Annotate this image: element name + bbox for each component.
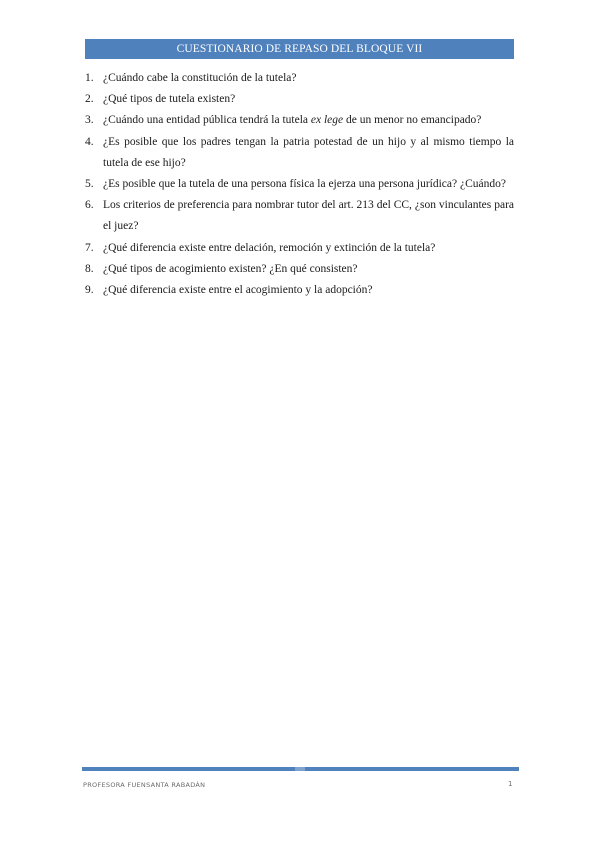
question-text-part: de un menor no emancipado? <box>343 114 482 127</box>
question-item <box>85 238 514 259</box>
question-list <box>85 68 514 301</box>
question-number: 8. <box>85 262 94 275</box>
question-text: ¿Qué tipos de tutela existen? <box>103 93 236 106</box>
question-number: 3. <box>85 114 94 127</box>
question-text: ¿Es posible que la tutela de una persona física la ejerza una persona jurídica? ¿Cuándo? <box>103 178 506 191</box>
question-number: 1. <box>85 72 94 84</box>
question-text: ¿Qué diferencia existe entre el acogimiento y la adopción? <box>103 284 373 297</box>
question-item <box>85 89 514 110</box>
question-number: 9. <box>85 284 94 297</box>
question-item <box>85 174 514 195</box>
page-number: 1 <box>508 780 513 788</box>
question-item <box>85 110 514 131</box>
header-band <box>85 39 514 59</box>
question-item <box>85 68 514 89</box>
question-number: 6. <box>85 199 94 212</box>
question-number: 5. <box>85 178 94 191</box>
question-text: Los criterios de preferencia para nombrar tutor del art. 213 del CC, ¿son vinculantes para el juez? <box>103 199 514 233</box>
question-number: 7. <box>85 241 94 254</box>
page-title: CUESTIONARIO DE REPASO DEL BLOQUE VII <box>176 43 423 55</box>
latin-term: ex lege <box>310 114 344 127</box>
question-text <box>103 110 514 131</box>
question-number: 4. <box>85 135 94 148</box>
question-text-part: ¿Cuándo una entidad pública tendrá la tutela <box>103 114 311 127</box>
question-item <box>85 259 514 280</box>
question-number: 2. <box>85 93 94 106</box>
question-text: ¿Es posible que los padres tengan la patria potestad de un hijo y al mismo tiempo la tutela de ese hijo? <box>103 135 514 169</box>
question-text: ¿Qué diferencia existe entre delación, remoción y extinción de la tutela? <box>103 241 436 254</box>
footer-rule-mark <box>295 767 305 771</box>
footer-author: PROFESORA FUENSANTA RABADÁN <box>83 781 206 789</box>
question-item <box>85 132 514 174</box>
question-text: ¿Qué tipos de acogimiento existen? ¿En qué consisten? <box>103 262 358 275</box>
question-item <box>85 195 514 237</box>
question-item <box>85 280 514 301</box>
question-text: ¿Cuándo cabe la constitución de la tutela? <box>103 72 297 84</box>
